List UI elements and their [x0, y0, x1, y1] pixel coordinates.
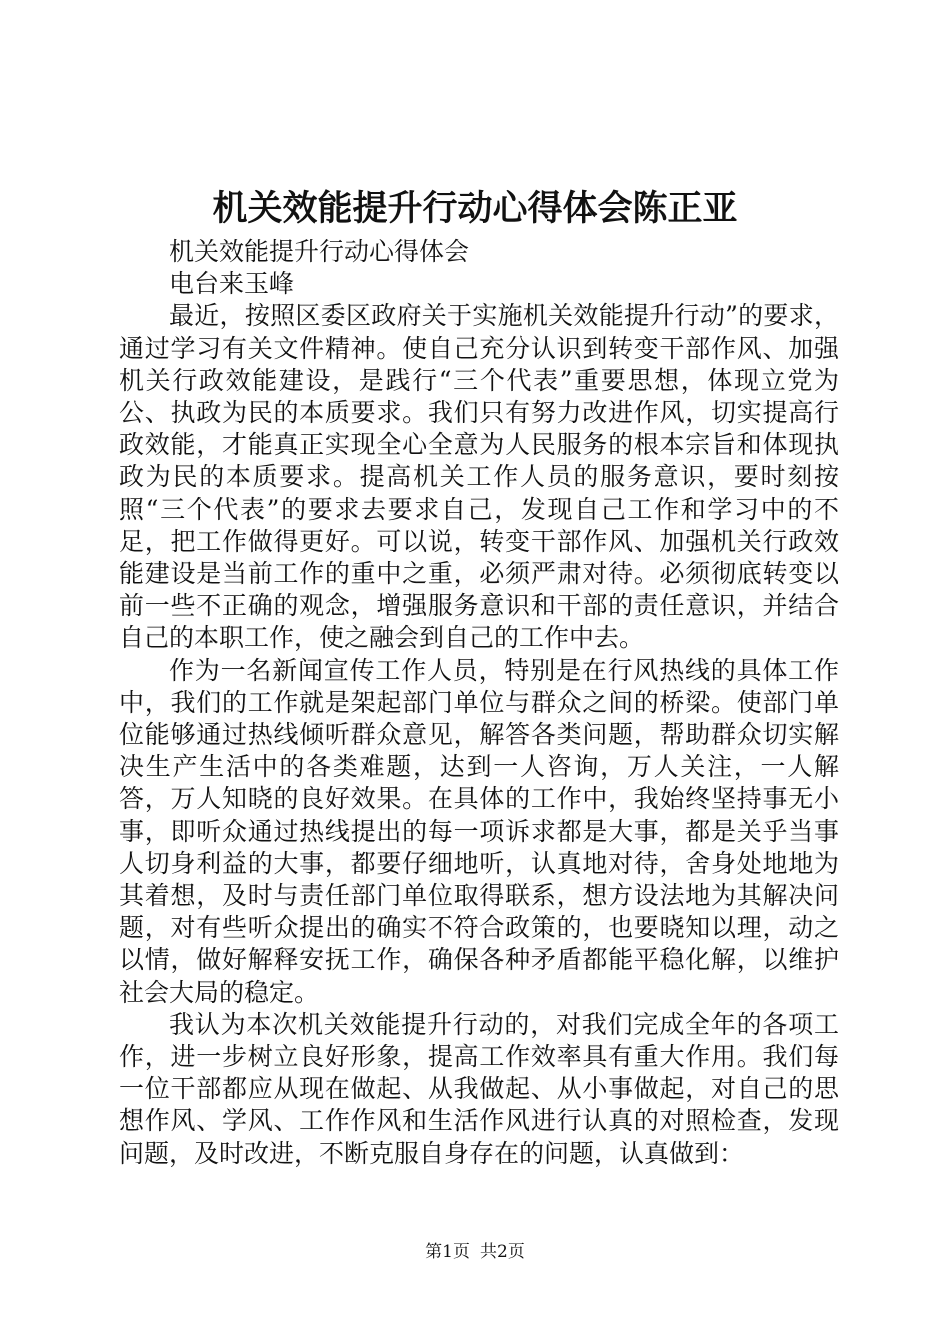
page-number: 第1页: [425, 1242, 470, 1262]
body-paragraph: 作为一名新闻宣传工作人员，特别是在行风热线的具体工作中，我们的工作就是架起部门单位与群众之间的桥梁。使部门单位能够通过热线倾听群众意见，解答各类问题，帮助群众切实解决生产生活中的各类难题，达到一人咨询，万人关注，一人解答，万人知晓的良好效果。在具体的工作中，我始终坚持事无小事，即听众通过热线提出的每一项诉求都是大事，都是关乎当事人切身利益的大事，都要仔细地听，认真地对待，舍身处地地为其着想，及时与责任部门单位取得联系，想方设法地为其解决问题，对有些听众提出的确实不符合政策的，也要晓知以理，动之以情，做好解释安抚工作，确保各种矛盾都能平稳化解，以维护社会大局的稳定。: [119, 655, 839, 1007]
subtitle-paragraph: 机关效能提升行动心得体会: [169, 237, 470, 266]
body-paragraph: 我认为本次机关效能提升行动的，对我们完成全年的各项工作，进一步树立良好形象，提高工作效率具有重大作用。我们每一位干部都应从现在做起、从我做起、从小事做起，对自己的思想作风、学风、工作作风和生活作风进行认真的对照检查，发现问题，及时改进，不断克服自身存在的问题，认真做到：: [119, 1009, 839, 1168]
body-paragraph: 最近，按照区委区政府关于实施机关效能提升行动”的要求，通过学习有关文件精神。使自己充分认识到转变干部作风、加强机关行政效能建设，是践行“三个代表”重要思想，体现立党为公、执政为民的本质要求。我们只有努力改进作风，切实提高行政效能，才能真正实现全心全意为人民服务的根本宗旨和体现执政为民的本质要求。提高机关工作人员的服务意识，要时刻按照“三个代表”的要求去要求自己，发现自己工作和学习中的不足，把工作做得更好。可以说，转变干部作风、加强机关行政效能建设是当前工作的重中之重，必须严肃对待。必须彻底转变以前一些不正确的观念，增强服务意识和干部的责任意识，并结合自己的本职工作，使之融会到自己的工作中去。: [119, 301, 839, 653]
page-footer: [0, 1240, 950, 1264]
document-body: [119, 236, 839, 1170]
page-total: 共2页: [480, 1242, 525, 1262]
document-title: 机关效能提升行动心得体会陈正亚: [212, 188, 738, 229]
author-paragraph: 电台来玉峰: [169, 269, 295, 299]
